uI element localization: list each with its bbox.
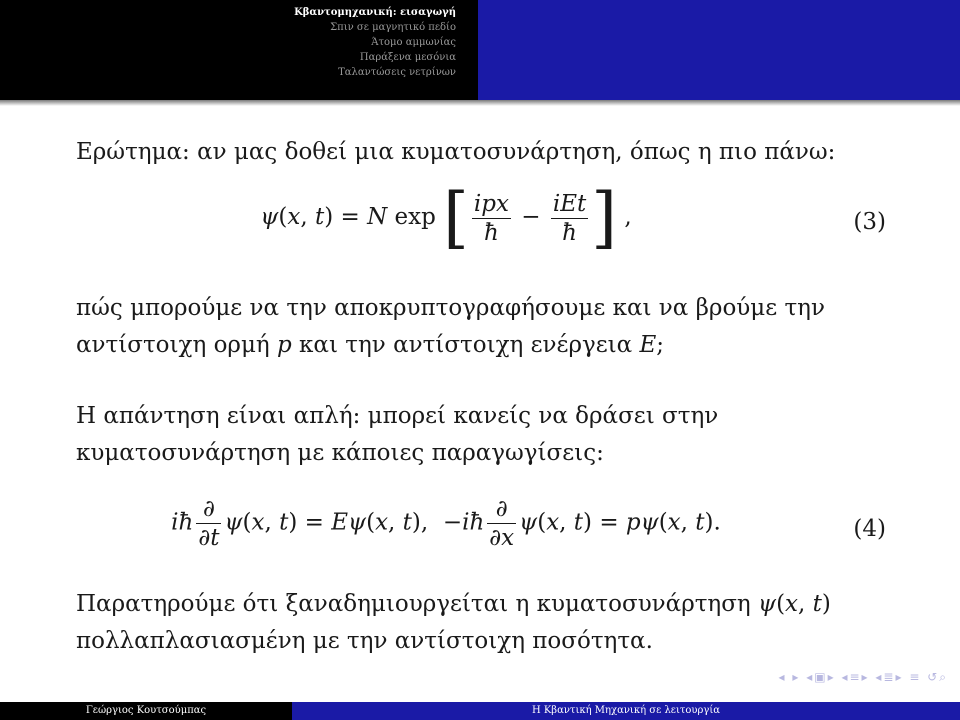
- equation-number: (4): [853, 516, 886, 542]
- header-shadow: [0, 100, 960, 106]
- wavefunction-equation: ψ(x, t) = N exp [ $\frac{\text{ipx}}{ħ}$ − $\frac{\text{iEt}}{ħ}$ ] ,: [260, 179, 632, 256]
- section-nav: [294, 5, 456, 80]
- subsection-icon[interactable]: ◂≡▸: [841, 670, 870, 684]
- decode-text-mid: και την αντίστοιχη ενέργεια: [299, 332, 633, 358]
- answer-text-line-1: Η απάντηση είναι απλή: μπορεί κανείς να δράσει στην: [76, 403, 719, 429]
- nav-subsection-spin[interactable]: Σπιν σε μαγνητικό πεδίο: [330, 22, 456, 33]
- observe-text-prefix: Παρατηρούμε ότι ξαναδημιουργείται η κυματοσυνάρτηση: [76, 591, 751, 617]
- beamer-navigation-symbols: [608, 670, 948, 686]
- equation-number: (3): [853, 209, 886, 235]
- footer-title: Η Κβαντική Μηχανική σε λειτουργία: [292, 702, 960, 720]
- nav-current-section[interactable]: Κβαντομηχανική: εισαγωγή: [294, 7, 456, 18]
- equation-3: [76, 179, 886, 258]
- search-icon[interactable]: ↺⌕: [927, 670, 948, 684]
- decode-text-line-1: πώς μπορούμε να την αποκρυπτογραφήσουμε και να βρούμε την: [76, 295, 825, 321]
- header-navigation: [0, 0, 478, 100]
- align-icon[interactable]: ≡: [909, 670, 922, 684]
- question-text: Ερώτημα: αν μας δοθεί μια κυματοσυνάρτηση, όπως η πιο πάνω:: [76, 139, 836, 165]
- decode-text-prefix: αντίστοιχη ορμή: [76, 332, 270, 358]
- nav-left-icon[interactable]: ◂: [778, 670, 787, 684]
- slide-footer: [0, 702, 960, 720]
- frame-icon[interactable]: ◂▣▸: [806, 670, 836, 684]
- derivative-equations: iħ $\frac{\partial}{\partial t}$ ψ(x, t) = Eψ(x, t), −iħ $\frac{\partial}{\partial x}$ ψ(x, t) = pψ(x, t).: [171, 496, 721, 551]
- nav-subsection-strange-mesons[interactable]: Παράξενα μεσόνια: [359, 52, 456, 63]
- nav-subsection-neutrino-oscillations[interactable]: Ταλαντώσεις νετρίνων: [338, 67, 456, 78]
- answer-text-line-2: κυματοσυνάρτηση με κάποιες παραγωγίσεις:: [76, 440, 604, 466]
- decode-text-line-2: αντίστοιχη ορμή p και την αντίστοιχη ενέργεια E;: [76, 332, 665, 358]
- header-blue-panel: [478, 0, 960, 100]
- observe-text-line-2: πολλαπλασιασμένη με την αντίστοιχη ποσότητα.: [76, 628, 653, 654]
- equation-4: [76, 495, 886, 565]
- nav-right-icon[interactable]: ▸: [792, 670, 801, 684]
- nav-subsection-ammonia[interactable]: Άτομο αμμωνίας: [371, 37, 456, 48]
- observe-text-line-1: Παρατηρούμε ότι ξαναδημιουργείται η κυματοσυνάρτηση ψ(x, t): [76, 591, 831, 617]
- section-icon[interactable]: ◂≣▸: [875, 670, 904, 684]
- footer-author: Γεώργιος Κουτσούμπας: [0, 702, 292, 720]
- slide-header: [0, 0, 960, 100]
